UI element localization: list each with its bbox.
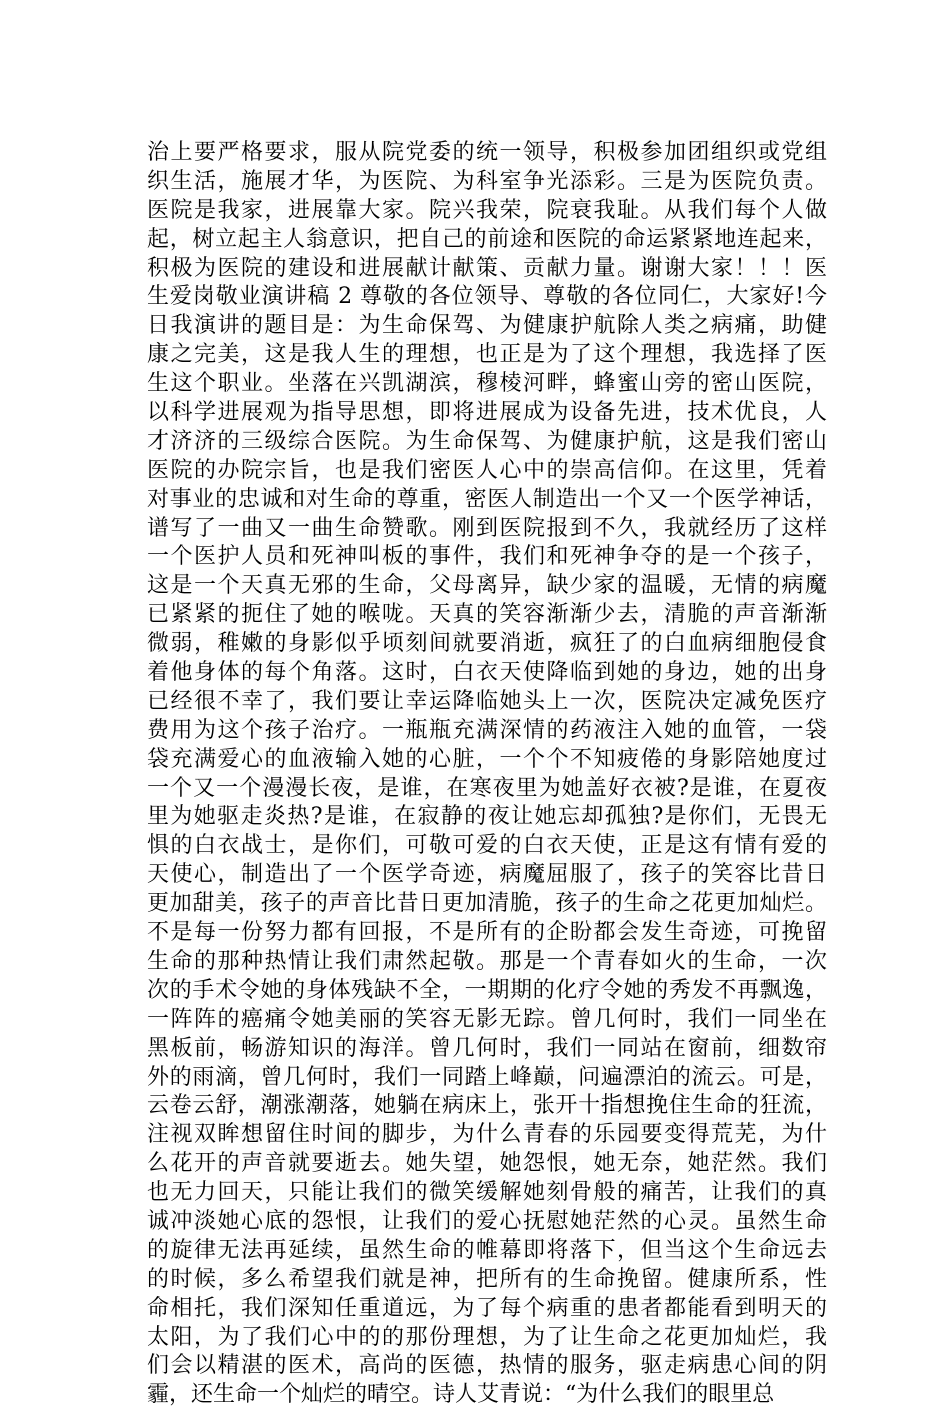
text-line: 已经很不幸了，我们要让幸运降临她头上一次，医院决定减免医疗 [147,688,827,714]
text-line: 的旋律无法再延续，虽然生命的帷幕即将落下，但当这个生命远去 [147,1237,827,1263]
text-line: 日我演讲的题目是：为生命保驾、为健康护航除人类之病痛，助健 [147,313,827,339]
text-line: 对事业的忠诚和对生命的尊重，密医人制造出一个又一个医学神话， [147,486,827,512]
text-line: 们会以精湛的医术，高尚的医德，热情的服务，驱走病患心间的阴 [147,1353,827,1379]
text-line: 才济济的三级综合医院。为生命保驾、为健康护航，这是我们密山 [147,428,827,454]
text-line: 谱写了一曲又一曲生命赞歌。刚到医院报到不久，我就经历了这样 [147,515,827,541]
text-line: 更加甜美，孩子的声音比昔日更加清脆，孩子的生命之花更加灿烂。 [147,891,827,917]
text-line: 费用为这个孩子治疗。一瓶瓶充满深情的药液注入她的血管，一袋 [147,717,827,743]
text-line: 么花开的声音就要逝去。她失望，她怨恨，她无奈，她茫然。我们 [147,1151,827,1177]
text-line: 生命的那种热情让我们肃然起敬。那是一个青春如火的生命，一次 [147,948,827,974]
text-line: 治上要严格要求，服从院党委的统一领导，积极参加团组织或党组 [147,140,827,165]
text-line: 天使心，制造出了一个医学奇迹，病魔屈服了，孩子的笑容比昔日 [147,862,827,888]
text-line: 惧的白衣战士，是你们，可敬可爱的白衣天使，正是这有情有爱的 [147,833,827,859]
text-line: 这是一个天真无邪的生命，父母离异，缺少家的温暖，无情的病魔 [147,573,827,599]
text-line: 织生活，施展才华，为医院、为科室争光添彩。三是为医院负责。 [147,168,827,194]
body-text [147,139,827,1410]
text-line: 一个又一个漫漫长夜，是谁，在寒夜里为她盖好衣被?是谁，在夏夜 [147,775,827,801]
text-line: 诚冲淡她心底的怨恨，让我们的爱心抚慰她茫然的心灵。虽然生命 [147,1208,827,1234]
text-line: 也无力回天，只能让我们的微笑缓解她刻骨般的痛苦，让我们的真 [147,1180,827,1206]
text-line: 不是每一份努力都有回报，不是所有的企盼都会发生奇迹，可挽留 [147,920,827,946]
text-line: 的时候，多么希望我们就是神，把所有的生命挽留。健康所系，性 [147,1266,827,1292]
text-line: 着他身体的每个角落。这时，白衣天使降临到她的身边，她的出身 [147,660,827,686]
text-line: 康之完美，这是我人生的理想，也正是为了这个理想，我选择了医 [147,342,827,368]
text-line: 注视双眸想留住时间的脚步，为什么青春的乐园要变得荒芜，为什 [147,1122,827,1148]
text-line: 以科学进展观为指导思想，即将进展成为设备先进，技术优良，人 [147,400,827,426]
text-line: 微弱，稚嫩的身影似乎顷刻间就要消逝，疯狂了的白血病细胞侵食 [147,631,827,657]
text-line: 医院的办院宗旨，也是我们密医人心中的崇高信仰。在这里，凭着 [147,457,827,483]
text-line: 黑板前，畅游知识的海洋。曾几何时，我们一同站在窗前，细数帘 [147,1035,827,1061]
text-line: 医院是我家，进展靠大家。院兴我荣，院衰我耻。从我们每个人做 [147,197,827,223]
text-line: 已紧紧的扼住了她的喉咙。天真的笑容渐渐少去，清脆的声音渐渐 [147,602,827,628]
text-line: 里为她驱走炎热?是谁，在寂静的夜让她忘却孤独?是你们，无畏无 [147,804,827,830]
text-line: 一阵阵的癌痛令她美丽的笑容无影无踪。曾几何时，我们一同坐在 [147,1006,827,1032]
text-line: 积极为医院的建设和进展献计献策、贡献力量。谢谢大家！！！医 [147,255,827,281]
text-line: 命相托，我们深知任重道远，为了每个病重的患者都能看到明天的 [147,1295,827,1321]
text-line: 云卷云舒，潮涨潮落，她躺在病床上，张开十指想挽住生命的狂流， [147,1093,827,1119]
text-line: 太阳，为了我们心中的的那份理想，为了让生命之花更加灿烂，我 [147,1324,827,1350]
text-line: 外的雨滴，曾几何时，我们一同踏上峰巅，问遍漂泊的流云。可是， [147,1064,827,1090]
text-line: 一个医护人员和死神叫板的事件，我们和死神争夺的是一个孩子， [147,544,827,570]
text-line: 生爱岗敬业演讲稿 2 尊敬的各位领导、尊敬的各位同仁，大家好!今 [147,284,827,310]
text-line: 次的手术令她的身体残缺不全，一期期的化疗令她的秀发不再飘逸， [147,977,827,1003]
text-line: 霾，还生命一个灿烂的晴空。诗人艾青说：“为什么我们的眼里总 [147,1382,775,1408]
text-line: 起，树立起主人翁意识，把自己的前途和医院的命运紧紧地连起来， [147,226,827,252]
text-line: 袋充满爱心的血液输入她的心脏，一个个不知疲倦的身影陪她度过 [147,746,827,772]
text-line: 生这个职业。坐落在兴凯湖滨，穆棱河畔，蜂蜜山旁的密山医院， [147,371,827,397]
